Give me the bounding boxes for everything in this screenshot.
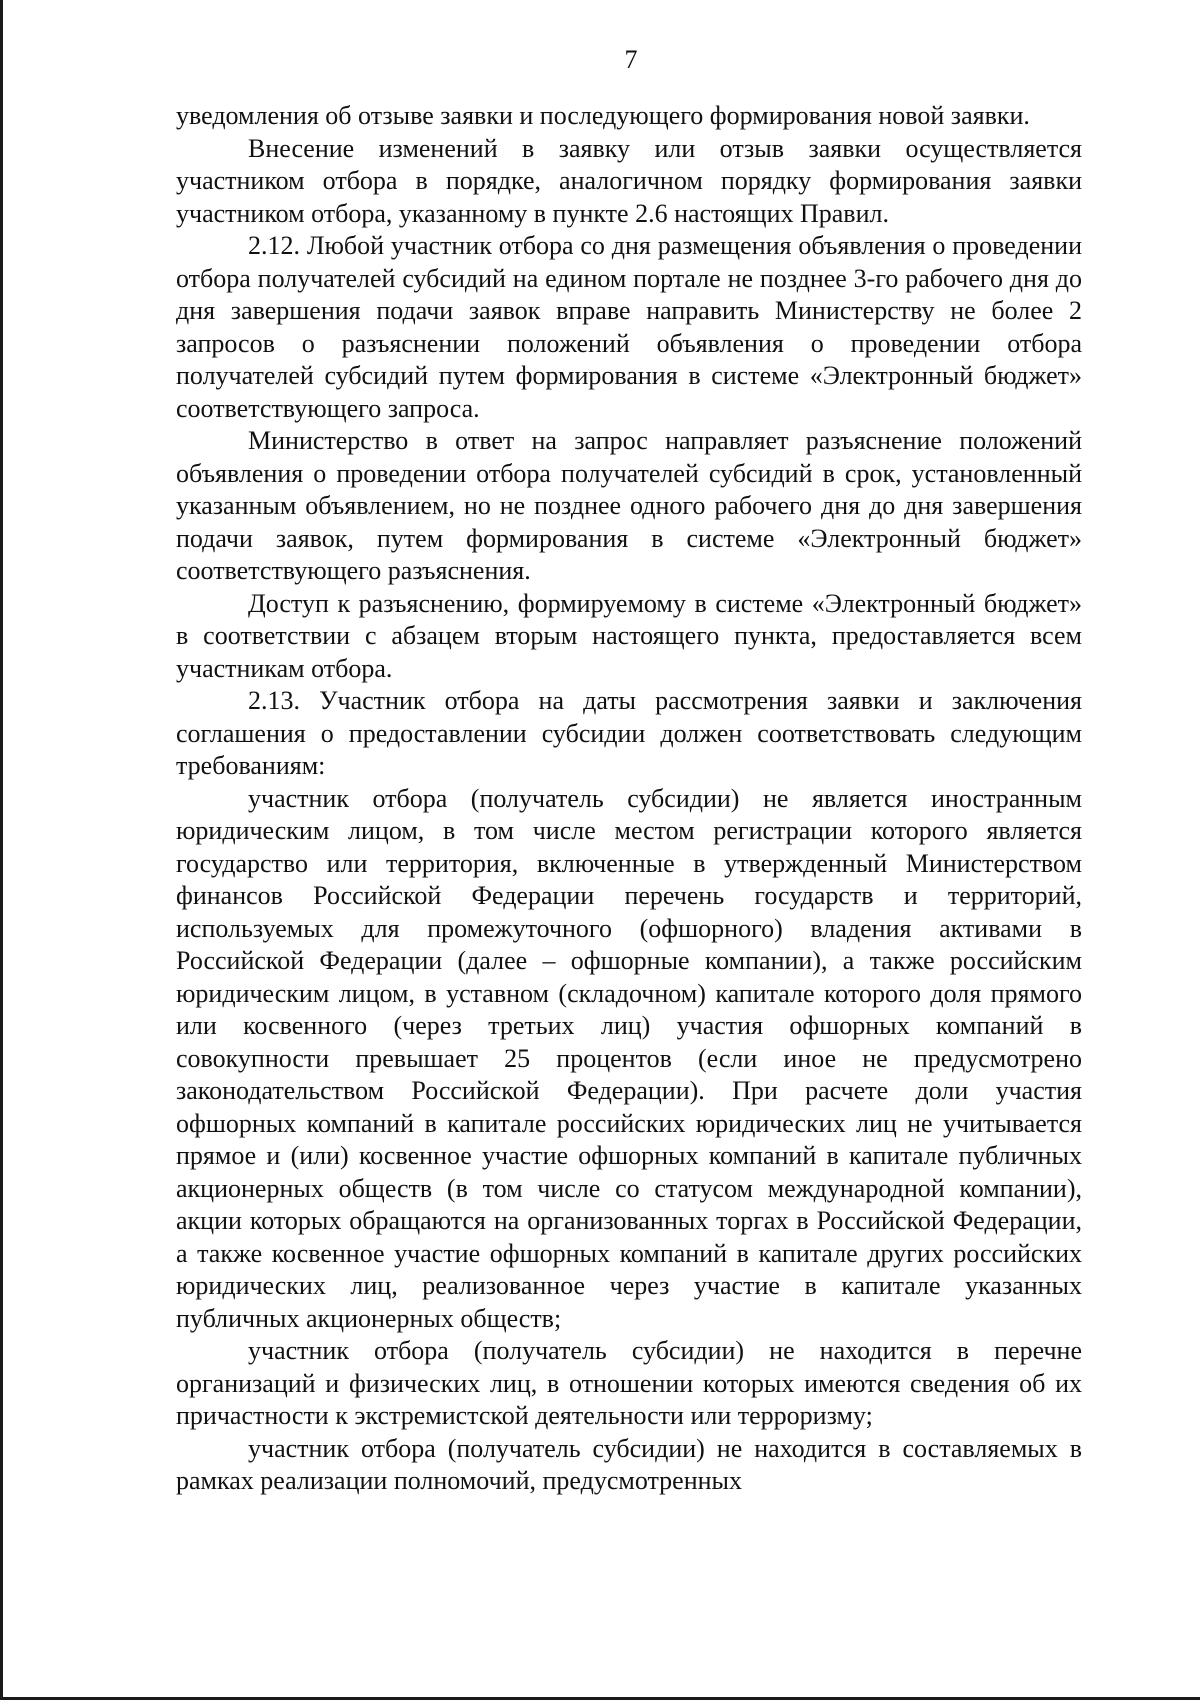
page-number: 7 (624, 45, 638, 74)
paragraph-ministry-response: Министерство в ответ на запрос направляет разъяснение положений объявления о проведении отбора получателей субсидий в срок, установленный указанным объявлением, но не позднее одного рабочего дня до дня завершения подачи заявок, путем формирования в системе «Электронный бюджет» соответствующего разъяснения. (176, 426, 1082, 585)
paragraph-2-13: 2.13. Участник отбора на даты рассмотрения заявки и заключения соглашения о предоставлении субсидии должен соответствовать следующим требованиям: (176, 686, 1082, 780)
paragraph-continuation: уведомления об отзыве заявки и последующего формирования новой заявки. (176, 101, 1030, 130)
paragraph-requirement-offshore: участник отбора (получатель субсидии) не является иностранным юридическим лицом, в том числе местом регистрации которого является государство или территория, включенные в утвержденный Министерством финансов Российской Федерации перечень государств и территорий, используемых для промежуточного (офшорного) владения активами в Российской Федерации (далее – офшорные компании), а также российским юридическим лицом, в уставном (складочном) капитале которого доля прямого или косвенного (через третьих лиц) участия офшорных компаний в совокупности превышает 25 процентов (если иное не предусмотрено законодательством Российской Федерации). При расчете доли участия офшорных компаний в капитале российских юридических лиц не учитывается прямое и (или) косвенное участие офшорных компаний в капитале публичных акционерных обществ (в том числе со статусом международной компании), акции которых обращаются на организованных торгах в Российской Федерации, а также косвенное участие офшорных компаний в капитале других российских юридических лиц, реализованное через участие в капитале указанных публичных акционерных обществ; (176, 783, 1082, 1333)
scan-edge-left (0, 0, 3, 1700)
document-body (176, 100, 1082, 1498)
paragraph-access-to-clarification: Доступ к разъяснению, формируемому в системе «Электронный бюджет» в соответствии с абзацем вторым настоящего пункта, предоставляется всем участникам отбора. (176, 588, 1082, 683)
paragraph-requirement-extremism: участник отбора (получатель субсидии) не находится в перечне организаций и физических лиц, в отношении которых имеются сведения об их причастности к экстремистской деятельности или терроризму; (176, 1336, 1082, 1430)
paragraph-amendment-procedure: Внесение изменений в заявку или отзыв заявки осуществляется участником отбора в порядке, аналогичном порядку формирования заявки участником отбора, указанному в пункте 2.6 настоящих Правил. (176, 133, 1082, 228)
paragraph-requirement-lists: участник отбора (получатель субсидии) не находится в составляемых в рамках реализации полномочий, предусмотренных (176, 1433, 1082, 1495)
paragraph-2-12: 2.12. Любой участник отбора со дня размещения объявления о проведении отбора получателей субсидий на едином портале не позднее 3-го рабочего дня до дня завершения подачи заявок вправе направить Министерству не более 2 запросов о разъяснении положений объявления о проведении отбора получателей субсидий путем формирования в системе «Электронный бюджет» соответствующего запроса. (176, 231, 1082, 423)
